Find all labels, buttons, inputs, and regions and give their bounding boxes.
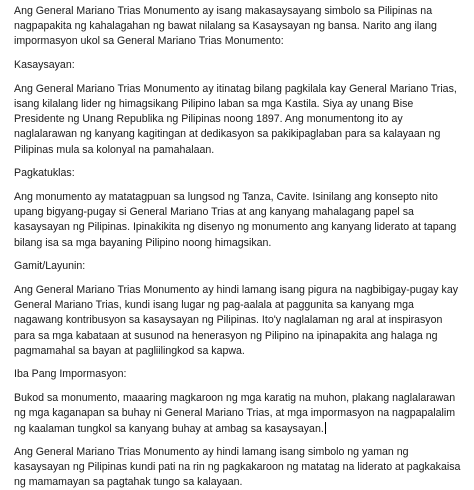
- section-body-text: Bukod sa monumento, maaaring magkaroon ng mga karatig na muhon, plakang naglalarawan ng mga kaganapan sa buhay ni General Mariano Trias, at mga impormasyon na nagpapalalim ng kaalaman tungkol sa kanyang buhay at ambag sa kasaysayan.: [14, 392, 456, 435]
- section-body-pagkatuklas: Ang monumento ay matatagpuan sa lungsod ng Tanza, Cavite. Isinilang ang konsepto nito upang bigyang-pugay si General Mariano Trias at ang kanyang mahalagang papel sa kasaysayan ng Pilipinas. Ipinakikita ng disenyo ng monumento ang kanyang liderato at tapang bilang isa sa mga bayaning Pilipino noong himagsikan.: [14, 191, 457, 249]
- section-heading-gamit-layunin: Gamit/Layunin:: [14, 259, 86, 272]
- section-body-gamit-layunin: Ang General Mariano Trias Monumento ay hindi lamang isang pigura na nagbibigay-pugay kay General Mariano Trias, kundi isang lugar ng pag-aalala at paggunita sa kanyang mga nagawang kontribusyon sa kasaysayan ng Pilipinas. Ito'y naglalaman ng aral at inspirasyon para sa mga kabataan at susunod na henerasyon ng Pilipino na ipinapakita ang halaga ng pagmamahal sa bayan at pagliilingkod sa kapwa.: [14, 284, 459, 357]
- section-heading-pagkatuklas: Pagkatuklas:: [14, 166, 75, 179]
- text-cursor: [325, 422, 326, 434]
- section-heading-kasaysayan: Kasaysayan:: [14, 58, 75, 71]
- closing-paragraph: Ang General Mariano Trias Monumento ay hindi lamang isang simbolo ng yaman ng kasaysayan ng Pilipinas kundi pati na rin ng pagkakaroon ng matatag na liderato at pagkakaisa ng mamamayan sa pagtahak tungo sa kalayaan.: [14, 445, 461, 489]
- section-body-iba-pang-impormasyon: [14, 391, 464, 437]
- intro-paragraph: Ang General Mariano Trias Monumento ay isang makasaysayang simbolo sa Pilipinas na nagpapakita ng kahalagahan ng bawat nilalang sa Kasaysayan ng bansa. Narito ang ilang impormasyon ukol sa General Mariano Trias Monumento:: [14, 5, 437, 48]
- section-heading-iba-pang-impormasyon: Iba Pang Impormasyon:: [14, 368, 127, 381]
- section-body-kasaysayan: Ang General Mariano Trias Monumento ay itinatag bilang pagkilala kay General Mariano Trias, isang kilalang lider ng himagsikang Pilipino laban sa mga Kastila. Siya ay unang Bise Presidente ng Unang Republika ng Pilipinas noong 1897. Ang monumentong ito ay naglalarawan ng kanyang kagitingan at dedikasyon sa pakikipaglaban para sa kalayaan ng Pilipinas mula sa kolonyal na pamahalaan.: [14, 82, 457, 156]
